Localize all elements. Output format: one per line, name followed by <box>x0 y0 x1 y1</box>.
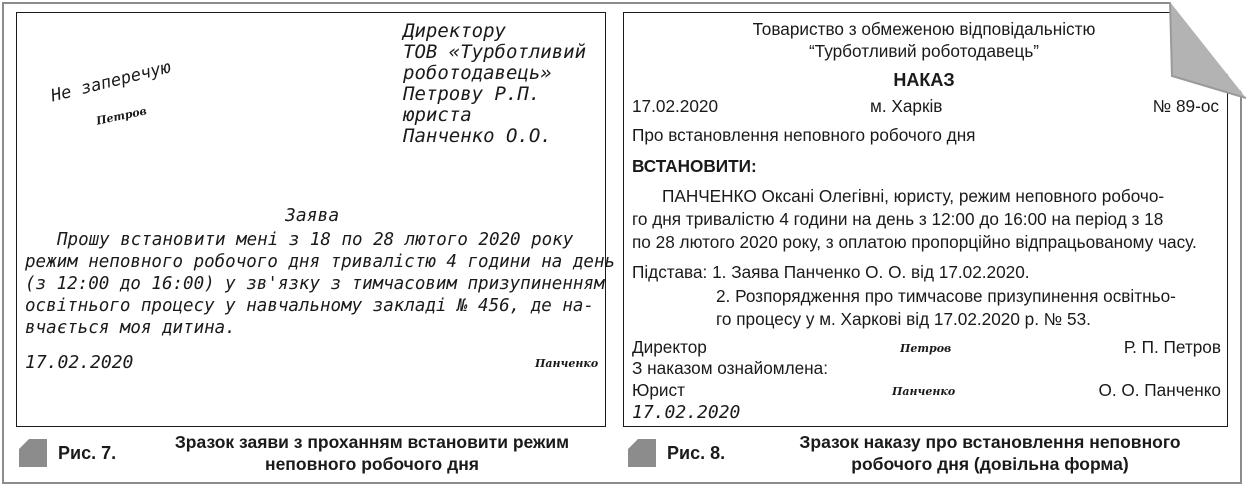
caption-label: Рис. 7. <box>58 443 117 463</box>
order-number: № 89-ос <box>1152 96 1219 116</box>
body-line: Прошу встановити мені з 18 по 28 лютого 2020 року <box>57 230 574 250</box>
lawyer-label: Юрист <box>632 380 685 400</box>
order-heading: ВСТАНОВИТИ: <box>632 156 757 176</box>
doc-title: НАКАЗ <box>893 70 955 90</box>
order-line: ПАНЧЕНКО Оксані Олегівні, юристу, режим неповного робочо- <box>662 186 1165 206</box>
body-line: освітнього процесу у навчальному закладі № 456, де на- <box>25 296 594 316</box>
basis-line: Підстава: 1. Заява Панченко О. О. від 17.02.2020. <box>632 262 1030 282</box>
body-line: режим неповного робочого дня тривалістю 4 години на день <box>25 252 616 272</box>
acquainted-label: З наказом ознайомлена: <box>632 358 828 378</box>
caption-line: Зразок наказу про встановлення неповного <box>799 432 1181 452</box>
addressee-line: Директору <box>403 20 506 42</box>
application-date: 17.02.2020 <box>25 352 134 373</box>
caption-line: Зразок заяви з проханням встановити режим <box>174 432 570 452</box>
org-line: “Турботливий роботодавець” <box>808 41 1040 61</box>
caption-marker-icon <box>628 439 656 467</box>
doc-title: Заява <box>285 205 340 226</box>
caption-label: Рис. 8. <box>667 443 726 463</box>
addressee-line: юриста <box>403 104 472 126</box>
acknowledgement-date: 17.02.2020 <box>632 402 741 423</box>
addressee-line: Петрову Р.П. <box>403 83 541 105</box>
basis-line: 2. Розпорядження про тимчасове призупинення освітньо- <box>716 286 1176 306</box>
basis-line: го процесу у м. Харкові від 17.02.2020 р. № 53. <box>716 309 1091 329</box>
caption-text <box>740 431 1240 475</box>
order-line: по 28 лютого 2020 року, з оплатою пропорційно відпрацьованому часу. <box>632 232 1197 252</box>
order-city: м. Харків <box>870 96 943 116</box>
director-signature: Петров <box>900 342 952 355</box>
order-subject: Про встановлення неповного робочого дня <box>632 125 976 145</box>
resolution-note: Не заперечую <box>49 57 174 107</box>
body-line: вчається моя дитина. <box>25 318 236 338</box>
application-panel <box>16 12 616 427</box>
applicant-signature: Панченко <box>535 357 599 370</box>
addressee-line: Панченко О.О. <box>403 125 552 147</box>
caption-line: неповного робочого дня <box>265 454 479 474</box>
order-panel <box>623 12 1228 427</box>
lawyer-signature: Панченко <box>892 385 956 398</box>
body-line: (з 12:00 до 16:00) у зв'язку з тимчасовим призупиненням <box>25 274 605 294</box>
org-line: Товариство з обмеженою відповідальністю <box>752 19 1096 39</box>
resolution-signature: Петров <box>95 104 148 128</box>
order-date: 17.02.2020 <box>632 96 719 116</box>
director-label: Директор <box>632 337 707 357</box>
caption-line: робочого дня (довільна форма) <box>851 454 1129 474</box>
addressee-line: роботодавець» <box>403 62 552 84</box>
order-line: го дня тривалістю 4 години на день з 12:00 до 16:00 на період з 18 <box>632 209 1164 229</box>
caption-text <box>130 431 614 475</box>
page-curl-icon <box>1168 0 1248 100</box>
addressee-line: ТОВ «Турботливий <box>403 41 587 63</box>
caption-marker-icon <box>19 439 47 467</box>
director-name: Р. П. Петров <box>1123 337 1221 357</box>
lawyer-name: О. О. Панченко <box>1098 380 1221 400</box>
